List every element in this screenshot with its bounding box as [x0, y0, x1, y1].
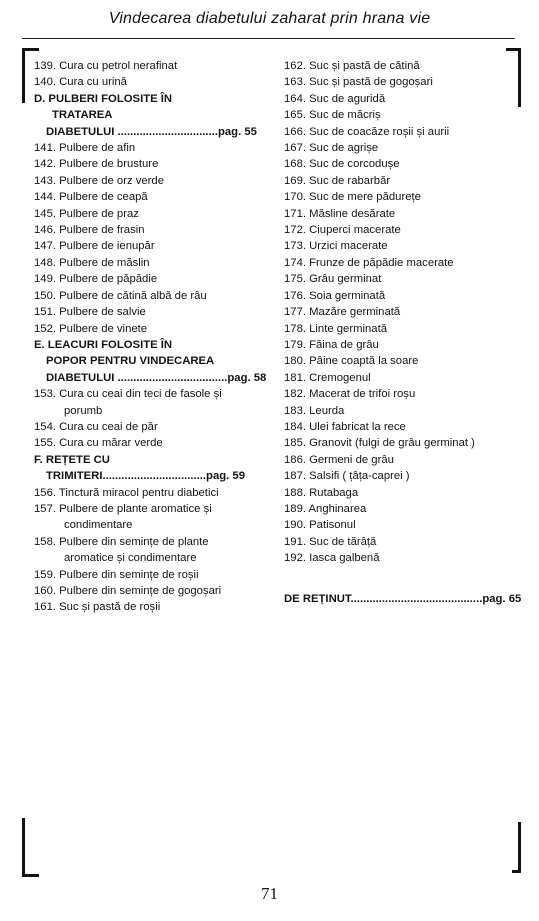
toc-entry: 168. Suc de corcodușe [284, 158, 400, 171]
toc-entry: 183. Leurda [284, 404, 345, 417]
page-number: 71 [261, 884, 278, 903]
toc-entry: E. LEACURI FOLOSITE ÎN [34, 338, 173, 351]
corner-mark-bottom-right [512, 822, 521, 873]
toc-entry: 188. Rutabaga [284, 486, 359, 499]
toc-entry: 179. Făina de grâu [284, 338, 379, 351]
toc-entry: aromatice și condimentare [64, 552, 197, 565]
toc-entry: 184. Ulei fabricat la rece [284, 420, 406, 433]
toc-entry: 160. Pulbere din semințe de gogoșari [34, 585, 222, 597]
toc-entry: 144. Pulbere de ceapă [34, 191, 148, 204]
toc-entry: 154. Cura cu ceai de păr [34, 420, 158, 433]
toc-entry: 150. Pulbere de cătină albă de râu [34, 289, 207, 302]
toc-entry: 181. Cremogenul [284, 371, 371, 384]
toc-entry: 176. Soia germinată [284, 289, 386, 302]
toc-entry: 148. Pulbere de măslin [34, 256, 150, 269]
toc-entry: DIABETULUI ................................pag. 55 [46, 125, 257, 138]
toc-entry: 165. Suc de măcriș [284, 109, 381, 122]
toc-entry: 180. Pâine coaptă la soare [284, 355, 419, 368]
toc-entry: D. PULBERI FOLOSITE ÎN [34, 92, 173, 105]
toc-entry: 146. Pulbere de frasin [34, 224, 145, 237]
toc-entry: 177. Mazăre germinată [284, 306, 401, 319]
toc-entry: 158. Pulbere din semințe de plante [34, 535, 209, 548]
toc-entry: 164. Suc de aguridă [284, 92, 386, 105]
toc-entry: 157. Pulbere de plante aromatice și [34, 502, 212, 515]
toc-entry: 156. Tinctură miracol pentru diabetici [34, 486, 219, 499]
toc-entry: 153. Cura cu ceai din teci de fasole și [34, 388, 222, 401]
toc-entry: 149. Pulbere de păpădie [34, 273, 158, 286]
toc-right-column [284, 58, 520, 607]
toc-entry: 185. Granovit (fulgi de grâu germinat ) [284, 437, 475, 450]
toc-entry: 178. Linte germinată [284, 322, 387, 335]
toc-entry: 182. Macerat de trifoi roșu [284, 388, 416, 401]
toc-entry: 186. Germeni de grâu [284, 453, 394, 466]
corner-mark-bottom-left [22, 818, 39, 877]
toc-entry: 187. Salsifi ( țâța-caprei ) [284, 470, 410, 483]
toc-entry: 189. Anghinarea [284, 502, 367, 515]
toc-entry: 162. Suc și pastă de cătină [284, 60, 420, 72]
toc-entry: 191. Suc de tărâță [284, 535, 377, 548]
toc-entry: 166. Suc de coacăze roșii și aurii [284, 125, 450, 138]
toc-entry: 140. Cura cu urină [34, 76, 127, 89]
toc-entry: 175. Grâu germinat [284, 273, 382, 286]
toc-entry: 145. Pulbere de praz [34, 207, 139, 220]
toc-entry: POPOR PENTRU VINDECAREA [46, 355, 215, 368]
toc-entry: 151. Pulbere de salvie [34, 306, 146, 319]
toc-entry: 192. Iasca galbenă [284, 552, 380, 565]
toc-entry: condimentare [64, 519, 133, 532]
toc-entry: 174. Frunze de păpădie macerate [284, 256, 454, 269]
toc-entry: 171. Măsline desărate [284, 207, 396, 220]
toc-entry: F. REȚETE CU [34, 453, 110, 466]
header-rule [22, 38, 515, 39]
toc-entry: 167. Suc de agrișe [284, 142, 379, 155]
running-header: Vindecarea diabetului zaharat prin hrana vie [108, 10, 431, 27]
toc-entry: 169. Suc de rabarbăr [284, 174, 391, 187]
toc-entry: 170. Suc de mere pădurețe [284, 191, 421, 204]
toc-entry: porumb [64, 404, 103, 417]
toc-entry: 173. Urzici macerate [284, 240, 388, 253]
toc-entry: 172. Ciuperci macerate [284, 224, 401, 237]
toc-entry: 155. Cura cu mărar verde [34, 437, 163, 450]
toc-entry: TRIMITERI.................................pag. 59 [46, 470, 245, 483]
toc-entry: DE REȚINUT..........................................pag. 65 [284, 592, 522, 605]
toc-entry: 152. Pulbere de vinete [34, 322, 148, 335]
toc-left-column [34, 58, 274, 616]
toc-entry: 142. Pulbere de brusture [34, 158, 159, 171]
toc-entry: 147. Pulbere de ienupăr [34, 240, 155, 253]
toc-entry: DIABETULUI ...................................pag. 58 [46, 371, 267, 384]
toc-entry: 190. Patisonul [284, 519, 356, 532]
toc-entry: 139. Cura cu petrol nerafinat [34, 60, 178, 72]
toc-entry: 159. Pulbere din semințe de roșii [34, 568, 199, 581]
toc-entry: TRATAREA [52, 109, 113, 122]
toc-entry: 163. Suc și pastă de gogoșari [284, 76, 433, 89]
toc-entry: 141. Pulbere de afin [34, 142, 136, 155]
toc-entry: 143. Pulbere de orz verde [34, 174, 164, 187]
toc-entry: 161. Suc și pastă de roșii [34, 601, 161, 614]
